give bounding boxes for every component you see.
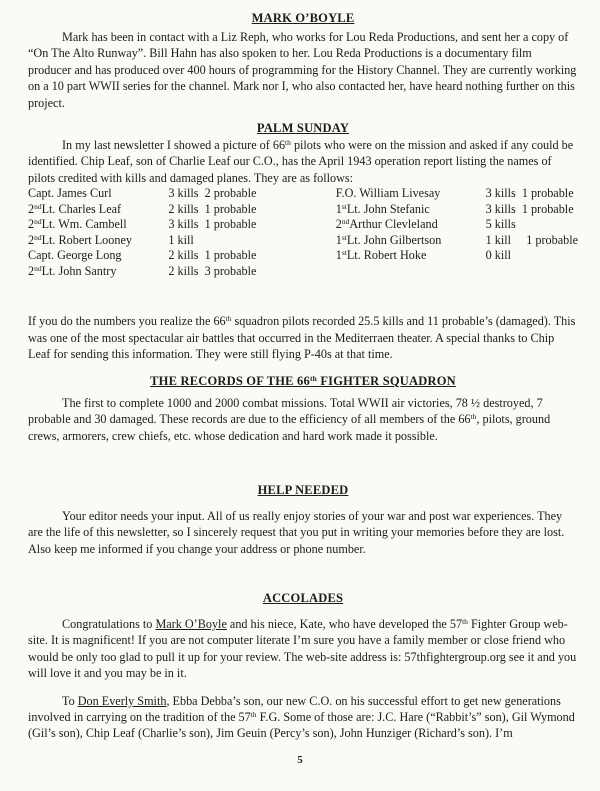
pilot-tally: 2 kills 1 probable bbox=[168, 201, 257, 216]
pilot-name: Capt. George Long bbox=[28, 248, 122, 263]
help-needed-body: Your editor needs your input. All of us really enjoy stories of your war and post war experiences. They are the life of this newsletter, so I sincerely request that you put in writing your memories before they are lost. Also keep me informed if you change your address or phone number. bbox=[28, 509, 565, 556]
pilot-name: 1stLt. Robert Hoke bbox=[335, 248, 427, 263]
pilot-tally: 0 kill bbox=[485, 248, 511, 263]
records-heading: THE RECORDS OF THE 66th FIGHTER SQUADRON bbox=[150, 374, 456, 388]
records-section bbox=[28, 373, 578, 444]
pilot-tally: 3 kills 1 probable bbox=[485, 186, 574, 201]
accolades-para-1: Congratulations to Mark O’Boyle and his niece, Kate, who have developed the 57th Fighter Group web-site. It is magnificent! If you are not computer literate I’m sure you have a family member or close friend who would be only too glad to pull it up for your review. The web-site address is: 57thfightergroup.org see it and you will love it and you may be in it. bbox=[28, 617, 577, 681]
pilot-name: 2ndLt. John Santry bbox=[28, 263, 117, 278]
pilot-name: 2ndLt. Wm. Cambell bbox=[28, 217, 127, 232]
pilot-tally: 3 kills 1 probable bbox=[168, 217, 257, 232]
pilot-name: 2ndArthur Clevleland bbox=[335, 217, 438, 232]
help-needed-section bbox=[28, 482, 578, 557]
pilot-name bbox=[336, 264, 486, 280]
help-needed-heading: HELP NEEDED bbox=[257, 483, 349, 497]
page-number: 5 bbox=[297, 754, 303, 766]
kills-row bbox=[28, 264, 578, 280]
pilot-tally bbox=[486, 264, 578, 280]
pilot-tally: 3 kills 2 probable bbox=[168, 186, 257, 201]
kills-row bbox=[28, 233, 578, 249]
mark-oboyle-heading: MARK O’BOYLE bbox=[251, 11, 355, 25]
mark-oboyle-link: Mark O’Boyle bbox=[155, 617, 227, 631]
kills-table bbox=[28, 186, 578, 279]
mark-oboyle-section bbox=[28, 10, 578, 111]
accolades-section bbox=[28, 590, 578, 742]
palm-sunday-summary: If you do the numbers you realize the 66th squadron pilots recorded 25.5 kills and 11 probable’s (damaged). This was one of the most spectacular air battles that occurred in the Mediterraen theater. A special thanks to Chip Leaf for sending this information. They were still flying P-40s at that time. bbox=[28, 314, 576, 362]
pilot-tally: 2 kills 1 probable bbox=[168, 248, 257, 263]
kills-row bbox=[28, 186, 578, 202]
records-body: The first to complete 1000 and 2000 combat missions. Total WWII air victories, 78 ½ destroyed, 7 probable and 30 damaged. These records are due to the efficiency of all members of the 66th, pilots, ground crews, armorers, crew chiefs, etc. whose dedication and hard work made it possible. bbox=[28, 396, 551, 443]
palm-sunday-section bbox=[28, 120, 578, 362]
pilot-name: F.O. William Livesay bbox=[335, 186, 441, 201]
pilot-tally: 1 kill bbox=[168, 232, 194, 247]
pilot-tally: 1 kill 1 probable bbox=[485, 232, 578, 247]
mark-oboyle-body: Mark has been in contact with a Liz Reph, who works for Lou Reda Productions, and sent her a copy of “On The Alto Runway”. Bill Hahn has also spoken to her. Lou Reda Productions is a documentary film producer and has produced over 400 hours of programming for the History Channel. They are currently working on a 10 part WWII series for the channel. Mark nor I, who also contacted her, have heard nothing further on this project. bbox=[28, 30, 577, 110]
pilot-tally: 2 kills 3 probable bbox=[168, 263, 257, 278]
don-everly-smith-link: Don Everly Smith bbox=[77, 693, 167, 708]
pilot-name: 2ndLt. Robert Looney bbox=[28, 232, 132, 247]
kills-row bbox=[28, 217, 578, 233]
accolades-para-2: To Don Everly Smith, Ebba Debba’s son, our new C.O. on his successful effort to get new generations involved in carrying on the tradition of the 57th F.G. Some of those are: J.C. Hare (“Rabbit’s” son), Gil Wymond (Gil’s son), Chip Leaf (Charlie’s son), Jim Geuin (Percy’s son), John Hunziger (Richard’s son). I’m bbox=[28, 693, 575, 741]
kills-row bbox=[28, 248, 578, 264]
pilot-name: 2ndLt. Charles Leaf bbox=[28, 201, 122, 216]
palm-sunday-heading: PALM SUNDAY bbox=[256, 121, 350, 135]
pilot-tally: 3 kills 1 probable bbox=[485, 201, 574, 216]
pilot-name: 1stLt. John Gilbertson bbox=[335, 232, 442, 247]
accolades-heading: ACCOLADES bbox=[262, 591, 344, 605]
pilot-name: Capt. James Curl bbox=[28, 186, 112, 201]
palm-sunday-intro: In my last newsletter I showed a picture of 66th pilots who were on the mission and asked if any could be identified. Chip Leaf, son of Charlie Leaf our C.O., has the April 1943 operation report listing the names of pilots credited with kills and damaged planes. They are as follows: bbox=[28, 138, 574, 185]
pilot-name: 1stLt. John Stefanic bbox=[335, 201, 430, 216]
pilot-tally: 5 kills bbox=[485, 217, 516, 232]
kills-row bbox=[28, 202, 578, 218]
